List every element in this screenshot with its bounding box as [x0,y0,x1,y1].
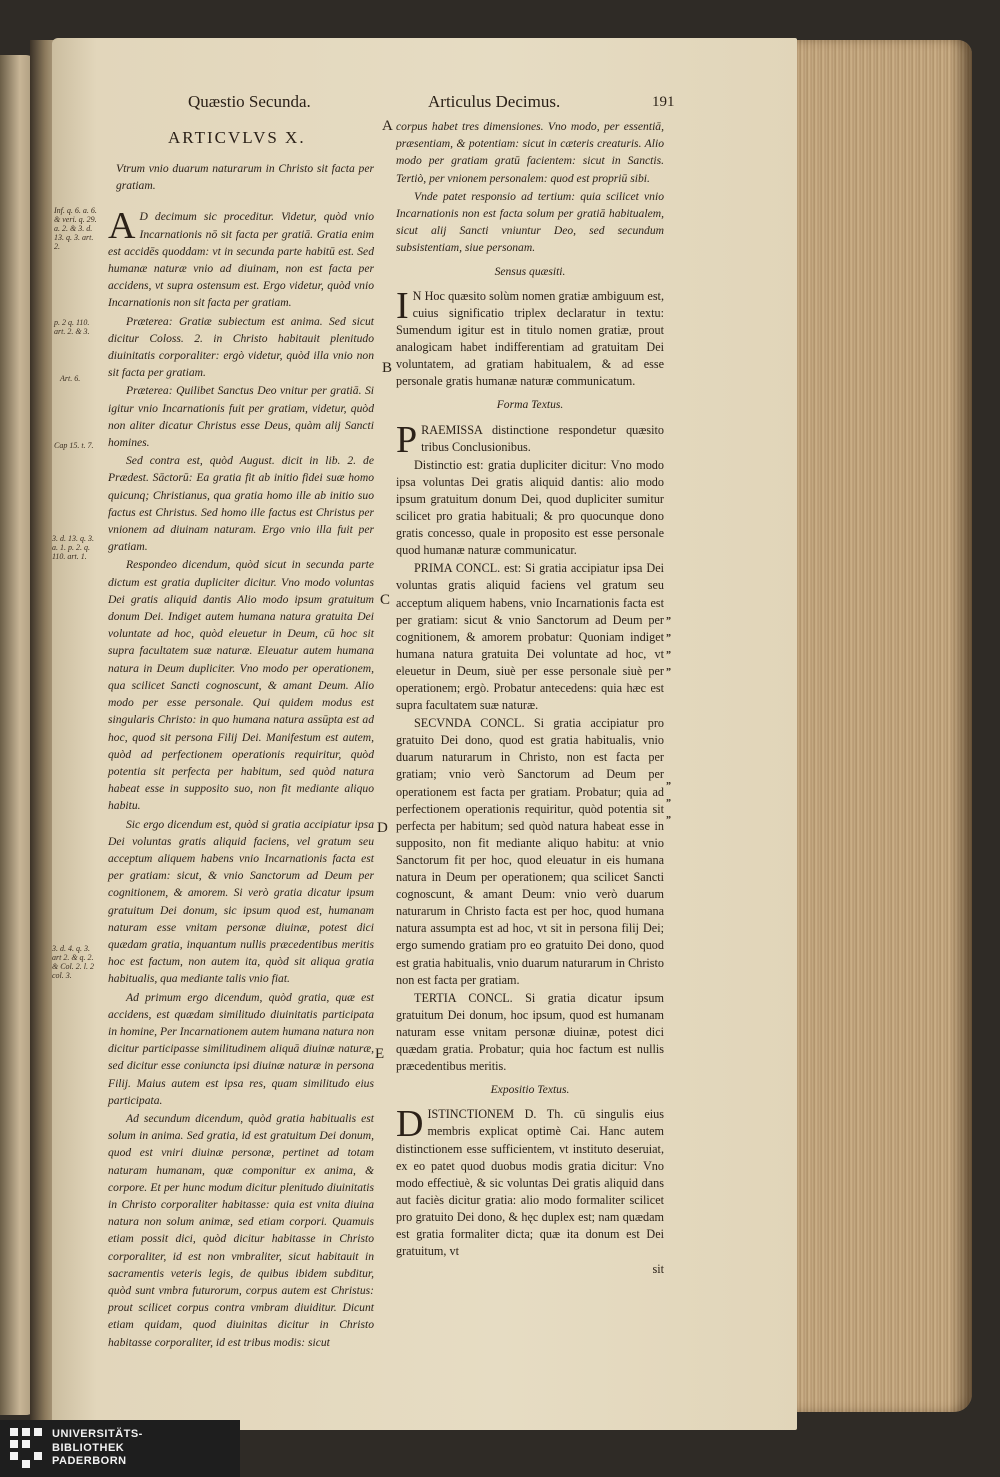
left-running-head: Quæstio Secunda. [188,92,311,111]
library-logo-icon [10,1428,42,1468]
page-number: 191 [652,94,675,110]
margin-note: Art. 6. [60,374,81,383]
quotation-marks: ” ” ” [666,781,671,827]
section-heading: Forma Textus. [496,398,564,412]
margin-note: Inf. q. 6. a. 6. & veri. q. 29. a. 2. & 3. d. 13. q. 3. art. 2. [54,206,97,251]
article-title: ARTICVLVS X. [168,128,306,147]
section-letter: E [375,1046,385,1062]
paragraph: ISTINCTIONEM D. Th. cū singulis eius membris explicat optimè Cai. Hanc autem distinctionem esse sufficientem, vt instituto deseruiat, ex eo patet quod duobus modis gratia dicitur: Vno modo effectiuè, & sic voluntas Dei gratis aliquid dans aut faciès dicitur gratia: alio modo formaliter scilicet pro gratuito Dei dono, & hęc duplex est; nam quædam est gratia formaliter dicta; quæ ita donum est Dei gratuitum, vt [396,1107,664,1259]
catchword: sit [652,1262,664,1277]
paragraph: N Hoc quæsito solùm nomen gratiæ ambiguum est, cuius significatio triplex declaratur in textu: Sumendum igitur est in titulo nomen gratiæ, prout analogicam habet indifferentiam ad gratuitam Dei voluntatem, ad gratiam habitualem, & ad esse personale gratis humanæ naturæ communicatum. [396,288,664,389]
paragraph: Distinctio est: gratia dupliciter dicitur: Vno modo ipsa voluntas Dei gratis aliquid dantis: alio modo ipsum gratuitum donum Dei, quod dupliciter sumitur scilicet pro gratia habituali; & pro quocunque dono gratis concesso, quale in proposito est esse personale quod humanæ naturæ communicatur. [396,457,664,558]
drop-cap: I [396,284,409,327]
section-heading: Expositio Textus. [490,1083,570,1097]
library-logo [0,1420,240,1477]
logo-line: BIBLIOTHEK [52,1441,125,1454]
paragraph: Vnde patet responsio ad tertium: quia scilicet vnio Incarnationis non est facta solum per gratiā habitualem, sicut alij Sancti vniuntur Deo, sed secundum subsistentiam, siue personam. [396,189,664,255]
left-text-column [108,160,374,1352]
paragraph: Respondeo dicendum, quòd sicut in secunda parte dictum est gratia dupliciter dicitur. Vno modo voluntas Dei gratis aliquid dantis Alio modo ipsum gratuitum donum Dei. Indiget autem humana natura gratuita Dei voluntate ad hoc, quòd eleuetur in Deum, cū hoc sit supra facultatem suæ naturæ. Eleuatur autem humana natura in Deum dupliciter. Vno modo per operationem, qua scilicet Sancti cognoscunt, & amant Deum. Alio modo per esse personale. Qui quidem modus est singularis Christo: in quo humana natura assūpta est ad hoc, quod sit persona Filij Dei. Manifestum est autem, quòd ad perfectionem operationis requiritur, quòd potentia sit perfecta per habitum, sed quòd natura habeat esse in supposito suo, non fit mediante aliquo habitu. [108,558,374,813]
question-heading: Vtrum vnio duarum naturarum in Christo sit facta per gratiam. [116,162,374,193]
section-heading: Sensus quæsiti. [494,264,566,278]
margin-note: 3. d. 13. q. 3. a. 1. p. 2. q. 110. art. 1. [52,534,94,561]
margin-note: p. 2 q. 110. art. 2. & 3. [54,318,90,336]
drop-cap: D [396,1103,424,1146]
paragraph: Sic ergo dicendum est, quòd si gratia accipiatur ipsa Dei voluntas gratis aliquid faciens, vel gratum seu acceptum aliquem habens vnio Incarnationis facta est per gratiam: sicut, & vnio Sanctorum ad Deum per cognitionem, & amorem. Si verò gratia dicatur ipsum gratuitum Dei donum, sic ipsum quod est, humanam naturam esse vnitam personæ diuinæ, potest dici quædam gratia, inquantum nullis præcedentibus meritis hoc est factum, non autem ita, quòd sit aliqua gratia habitualis, qua mediante talis vnio fiat. [108,817,374,986]
logo-line: PADERBORN [52,1455,127,1467]
page-fore-edge [790,40,972,1412]
paragraph: D decimum sic proceditur. Videtur, quòd vnio Incarnationis nō sit facta per gratiā. Gratia enim est accidēs quoddam: vt in secunda parte habitū est. Sed humanæ naturæ vnio ad diuinam, non est facta per accidens, vt supra ostensum est. Ergo videtur, quòd vnio Incarnationis non sit facta per gratiam. [108,210,374,310]
drop-cap: P [396,418,418,461]
drop-cap: A [108,205,136,248]
quotation-marks: ” ” ” ” [666,616,671,679]
section-letter: D [377,820,388,836]
margin-note: Cap 15. t. 7. [54,441,94,450]
library-logo-text [52,1428,143,1469]
paragraph: Præterea: Quilibet Sanctus Deo vnitur per gratiā. Si igitur vnio Incarnationis fuit per gratiam, videtur, quòd non aliter dicatur Christus esse Deus, quàm alij Sancti homines. [108,384,374,450]
paragraph: Ad primum ergo dicendum, quòd gratia, quæ est accidens, est quædam similitudo diuinitatis participata in homine, Per Incarnationem autem humana natura non dicitur participasse similitudinem aliquā diuinæ naturæ, sed dicitur esse coniuncta ipsi diuinæ naturæ in persona Filij. Maius autem est ipsa res, quam similitudo eius participata. [108,990,374,1107]
paragraph: PRIMA CONCL. est: Si gratia accipiatur ipsa Dei voluntas gratis aliquid faciens vel gratum seu acceptum aliquem habens, vnio Incarnationis facta est per gratiam: sicut & vnio Sanctorum ad Deum per cognitionem, & amorem probatur: Quoniam indiget humana natura gratuita Dei voluntate ad hoc, vt eleuetur in Deum, siuè per esse personale siuè per operationem; ergò. Probatur antecedens: quia hæc est supra facultatem suæ naturæ. [396,561,664,713]
paragraph: Sed contra est, quòd August. dicit in lib. 2. de Prædest. Sāctorū: Ea gratia fit ab initio fidei suæ homo quicunq; Christianus, qua gratia homo ille ab initio suo factus est Christus. Sed homo ille factus est Christus per vnionem ad diuinam naturam. Ergo vnio illa fuit per gratiam. [108,454,374,554]
paragraph: RAEMISSA distinctione respondetur quæsito tribus Conclusionibus. [421,422,664,454]
paragraph: TERTIA CONCL. Si gratia dicatur ipsum gratuitum Dei donum, hoc ipsum, quod est humanam naturam esse vnitam personæ diuinæ, potest dici quædam gratia. Probatur; quia hoc factum est nullis præcedentibus meritis. [396,990,664,1074]
section-letter: A [382,118,393,134]
right-text-column [396,118,664,1279]
right-running-head: Articulus Decimus. [428,92,561,111]
logo-line: UNIVERSITÄTS- [52,1428,143,1440]
margin-note: 3. d. 4. q. 3. art 2. & q. 2. & Col. 2. l. 2 col. 3. [52,944,95,980]
section-letter: B [382,360,393,376]
paragraph: Ad secundum dicendum, quòd gratia habitualis est solum in anima. Sed gratia, id est gratuitum Dei donum, quod est vniri diuinæ personæ, pertinet ad totam naturam humanam, quæ componitur ex anima, & corpore. Et per hunc modum dicitur plenitudo diuinitatis in Christo corporaliter habitasse: quia est vnita diuina natura non solum animæ, sed etiam corpori. Quamuis etiam possit dici, quòd dicitur habitasse in Christo corporaliter, id est non vmbraliter, sicut habitauit in sacramentis veteris legis, de quibus ibidem subditur, quòd sunt vmbra futurorum, corpus autem est Christus: prout scilicet corpus contra vmbram diuiditur. Dicunt etiam quidam, quod diuinitas dicitur in Christo habitasse corporaliter, id est tribus modis: sicut [108,1111,374,1349]
paragraph: Præterea: Gratiæ subiectum est anima. Sed sicut dicitur Coloss. 2. in Christo habitauit plenitudo diuinitatis corporaliter: ergò videtur, quòd illa vnio non sit facta per gratiam. [108,314,374,380]
section-letter: C [380,592,391,608]
paragraph: SECVNDA CONCL. Si gratia accipiatur pro gratuito Dei dono, quod est gratia habitualis, vnio duarum naturarum in Christo, non est facta per gratiam; vnio verò Sanctorum ad Deum per operationem est facta per gratiam. Probatur; quia ad perfectionem operationis requiritur, quòd potentia sit perfecta per habitum; sed quòd natura habeat esse in supposito, non fit mediante aliquo habitu: at vnio Sanctorum fit per hoc, quod eleuatur in eis humana natura in Deum per operationem; qua scilicet Sancti cognoscunt, & amant Deum: vnio verò duarum naturarum in Christo facta est per hoc, quod humana natura assumpta est ad hoc, vt sit in persona filij Dei; ergo sumendo gratiam pro eo gratuito Dei dono, quod est gratia habitualis, vnio duarum naturarum in Christo non est facta per gratiam. [396,716,664,987]
paragraph: corpus habet tres dimensiones. Vno modo, per essentiā, præsentiam, & potentiam: sicut in cæteris creaturis. Alio modo per gratiam gratū facientem: sicut in Sanctis. Tertiò, per vnionem personalem: quod est propriū sibi. [396,120,664,185]
